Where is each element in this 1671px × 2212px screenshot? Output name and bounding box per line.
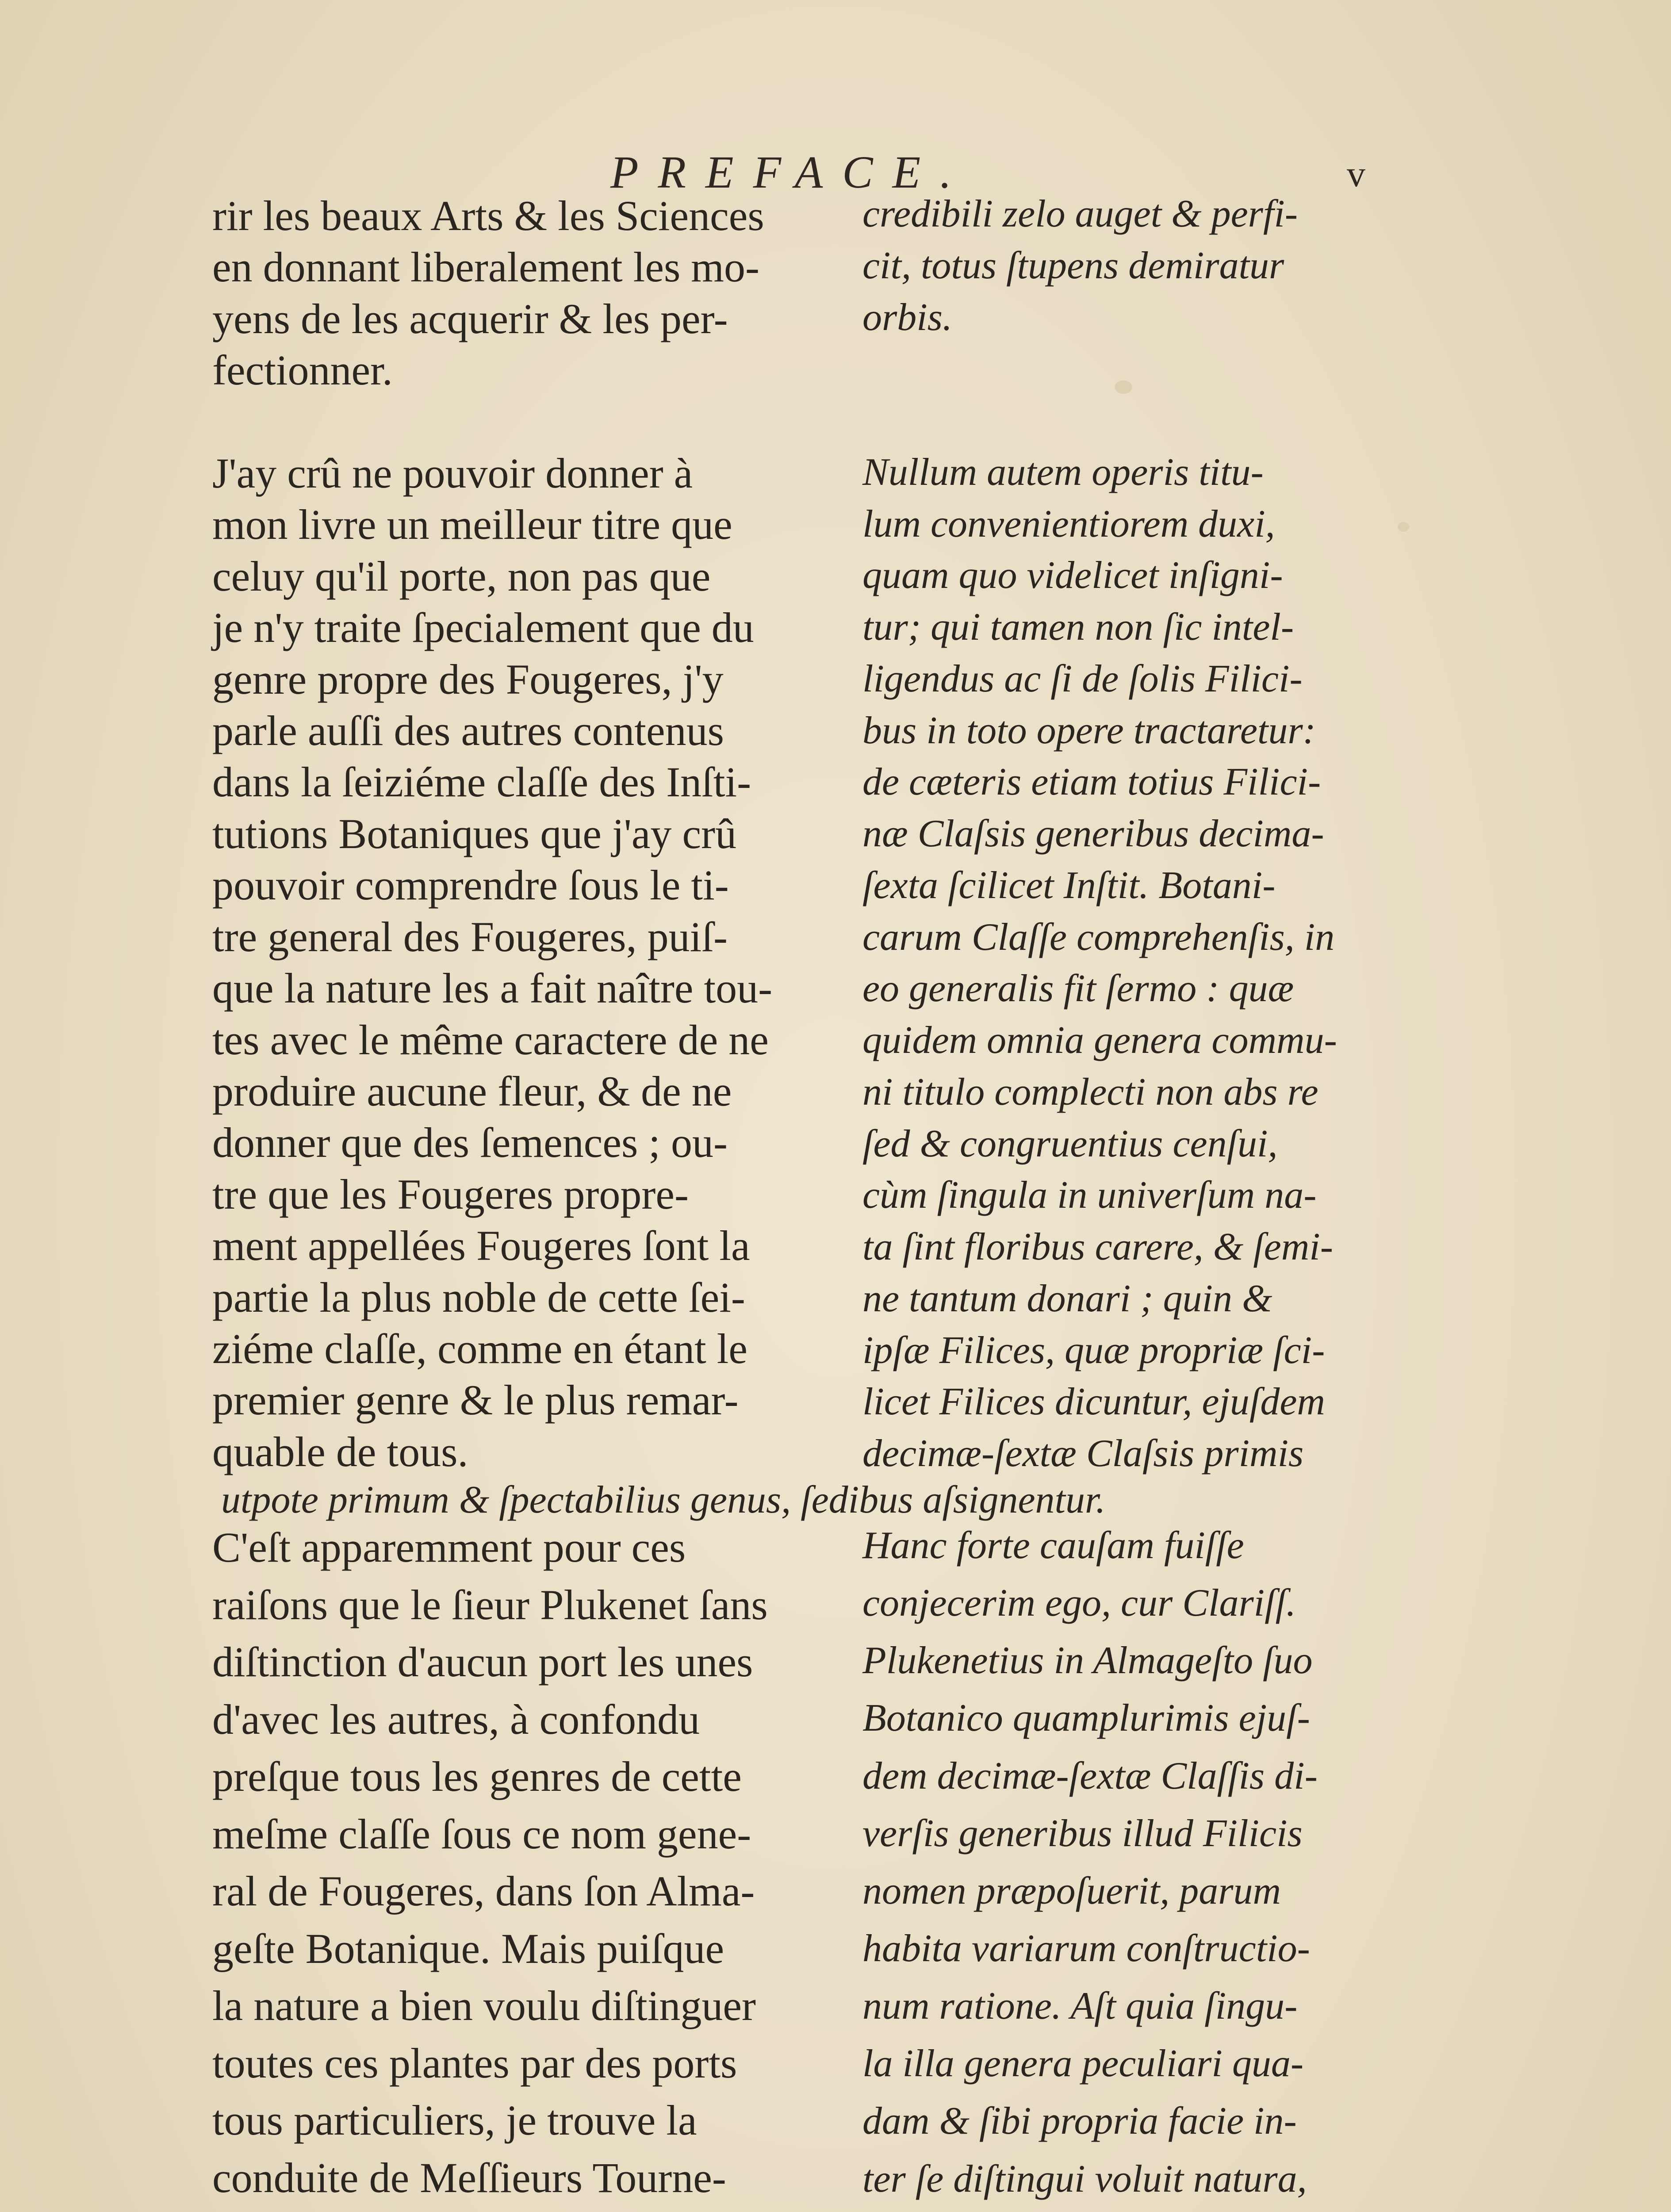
text-line: tre que les Fougeres propre- — [212, 1170, 689, 1218]
text-line: premier genre & le plus remar- — [212, 1376, 739, 1424]
text-line: je n'y traite ſpecialement que du — [212, 604, 754, 652]
text-line: conduite de Meſſieurs Tourne- — [212, 2154, 726, 2201]
running-head: PREFACE. — [610, 147, 971, 198]
text-line: ni titulo complecti non abs re — [862, 1070, 1318, 1114]
text-line: meſme claſſe ſous ce nom gene- — [212, 1810, 751, 1858]
text-line: toutes ces plantes par des ports — [212, 2039, 737, 2087]
text-line: Hanc forte cauſam fuiſſe — [862, 1524, 1244, 1567]
text-line: tur; qui tamen non ſic intel- — [862, 606, 1294, 649]
text-line: Plukenetius in Almageſto ſuo — [862, 1639, 1313, 1682]
text-line: quam quo videlicet inſigni- — [862, 554, 1283, 597]
text-line: carum Claſſe comprehenſis, in — [862, 915, 1335, 959]
text-line: num ratione. Aſt quia ſingu- — [862, 1985, 1298, 2028]
full-width-line: utpote primum & ſpectabilius genus, ſedibus aſsignentur. — [221, 1479, 1106, 1521]
text-line: que la nature les a fait naître tou- — [212, 964, 773, 1012]
text-line: tre general des Fougeres, puiſ- — [212, 913, 728, 960]
text-line: licet Filices dicuntur, ejuſdem — [862, 1380, 1325, 1424]
text-line: genre propre des Fougeres, j'y — [212, 655, 724, 703]
text-line: mon livre un meilleur titre que — [212, 501, 732, 549]
text-line: dam & ſibi propria facie in- — [862, 2100, 1297, 2143]
text-line: Botanico quamplurimis ejuſ- — [862, 1697, 1310, 1740]
french-column-bottom — [212, 1526, 832, 2212]
text-line: ral de Fougeres, dans ſon Alma- — [212, 1867, 755, 1915]
text-line: d'avec les autres, à confondu — [212, 1695, 700, 1743]
text-line: celuy qu'il porte, non pas que — [212, 552, 711, 600]
text-line: decimæ-ſextæ Claſsis primis — [862, 1432, 1304, 1475]
text-line — [862, 401, 1384, 440]
text-line: produire aucune fleur, & de ne — [212, 1067, 732, 1115]
text-line: quable de tous. — [212, 1428, 468, 1475]
text-line: ter ſe diſtingui voluit natura, — [862, 2157, 1307, 2200]
text-line: la illa genera peculiari qua- — [862, 2042, 1304, 2085]
text-line: ta ſint floribus carere, & ſemi- — [862, 1225, 1334, 1268]
text-line: geſte Botanique. Mais puiſque — [212, 1924, 724, 1972]
text-line: credibili zelo auget & perfi- — [862, 192, 1298, 235]
text-line: habita variarum conſtructio- — [862, 1927, 1310, 1970]
text-line: partie la plus noble de cette ſei- — [212, 1273, 745, 1321]
french-column-top — [212, 192, 832, 1475]
text-line: lum convenientiorem duxi, — [862, 502, 1275, 545]
text-line: Nullum autem operis titu- — [862, 450, 1264, 494]
text-line: ſed & congruentius cenſui, — [862, 1122, 1278, 1165]
text-line: dem decimæ-ſextæ Claſſis di- — [862, 1754, 1318, 1797]
text-line: fectionner. — [212, 346, 393, 394]
text-line: orbis. — [862, 296, 952, 339]
text-line: raiſons que le ſieur Plukenet ſans — [212, 1581, 768, 1628]
text-line: parle auſſi des autres contenus — [212, 707, 724, 755]
text-line: quidem omnia genera commu- — [862, 1019, 1337, 1062]
text-line: dans la ſeiziéme claſſe des Inſti- — [212, 758, 751, 806]
text-line: preſque tous les genres de cette — [212, 1753, 742, 1801]
foxing-spot — [1398, 522, 1409, 532]
page-number: v — [1347, 154, 1365, 195]
text-line: tes avec le même caractere de ne — [212, 1016, 769, 1064]
latin-column-top — [862, 192, 1384, 1475]
text-line: ne tantum donari ; quin & — [862, 1277, 1272, 1320]
text-line: bus in toto opere tractaretur: — [862, 709, 1316, 752]
text-line: ſexta ſcilicet Inſtit. Botani- — [862, 864, 1276, 907]
text-line: ment appellées Fougeres ſont la — [212, 1222, 750, 1270]
text-line: diſtinction d'aucun port les unes — [212, 1638, 753, 1686]
text-line: yens de les acquerir & les per- — [212, 295, 728, 342]
text-line: tous particuliers, je trouve la — [212, 2097, 697, 2144]
text-line — [862, 349, 1384, 388]
text-line: donner que des ſemences ; ou- — [212, 1119, 728, 1167]
text-line: verſis generibus illud Filicis — [862, 1812, 1303, 1855]
text-line: ziéme claſſe, comme en étant le — [212, 1325, 748, 1372]
latin-column-bottom — [862, 1526, 1384, 2212]
text-line: ligendus ac ſi de ſolis Filici- — [862, 657, 1303, 700]
text-line: J'ay crû ne pouvoir donner à — [212, 449, 693, 497]
text-line: tutions Botaniques que j'ay crû — [212, 810, 737, 857]
text-line: conjecerim ego, cur Clariſſ. — [862, 1582, 1296, 1625]
text-line: nomen præpoſuerit, parum — [862, 1869, 1281, 1912]
text-line: cit, totus ſtupens demiratur — [862, 244, 1284, 287]
text-line: cùm ſingula in univerſum na- — [862, 1174, 1317, 1217]
text-line: rir les beaux Arts & les Sciences — [212, 192, 764, 239]
text-line: la nature a bien voulu diſtinguer — [212, 1982, 756, 2030]
text-line: en donnant liberalement les mo- — [212, 243, 759, 291]
text-line: ipſæ Filices, quæ propriæ ſci- — [862, 1329, 1325, 1372]
text-line: de cæteris etiam totius Filici- — [862, 760, 1321, 804]
text-line: C'eſt apparemment pour ces — [212, 1524, 686, 1571]
text-line: pouvoir comprendre ſous le ti- — [212, 861, 729, 909]
text-line: næ Claſsis generibus decima- — [862, 812, 1324, 855]
text-line — [212, 401, 832, 443]
text-line: eo generalis fit ſermo : quæ — [862, 967, 1294, 1010]
